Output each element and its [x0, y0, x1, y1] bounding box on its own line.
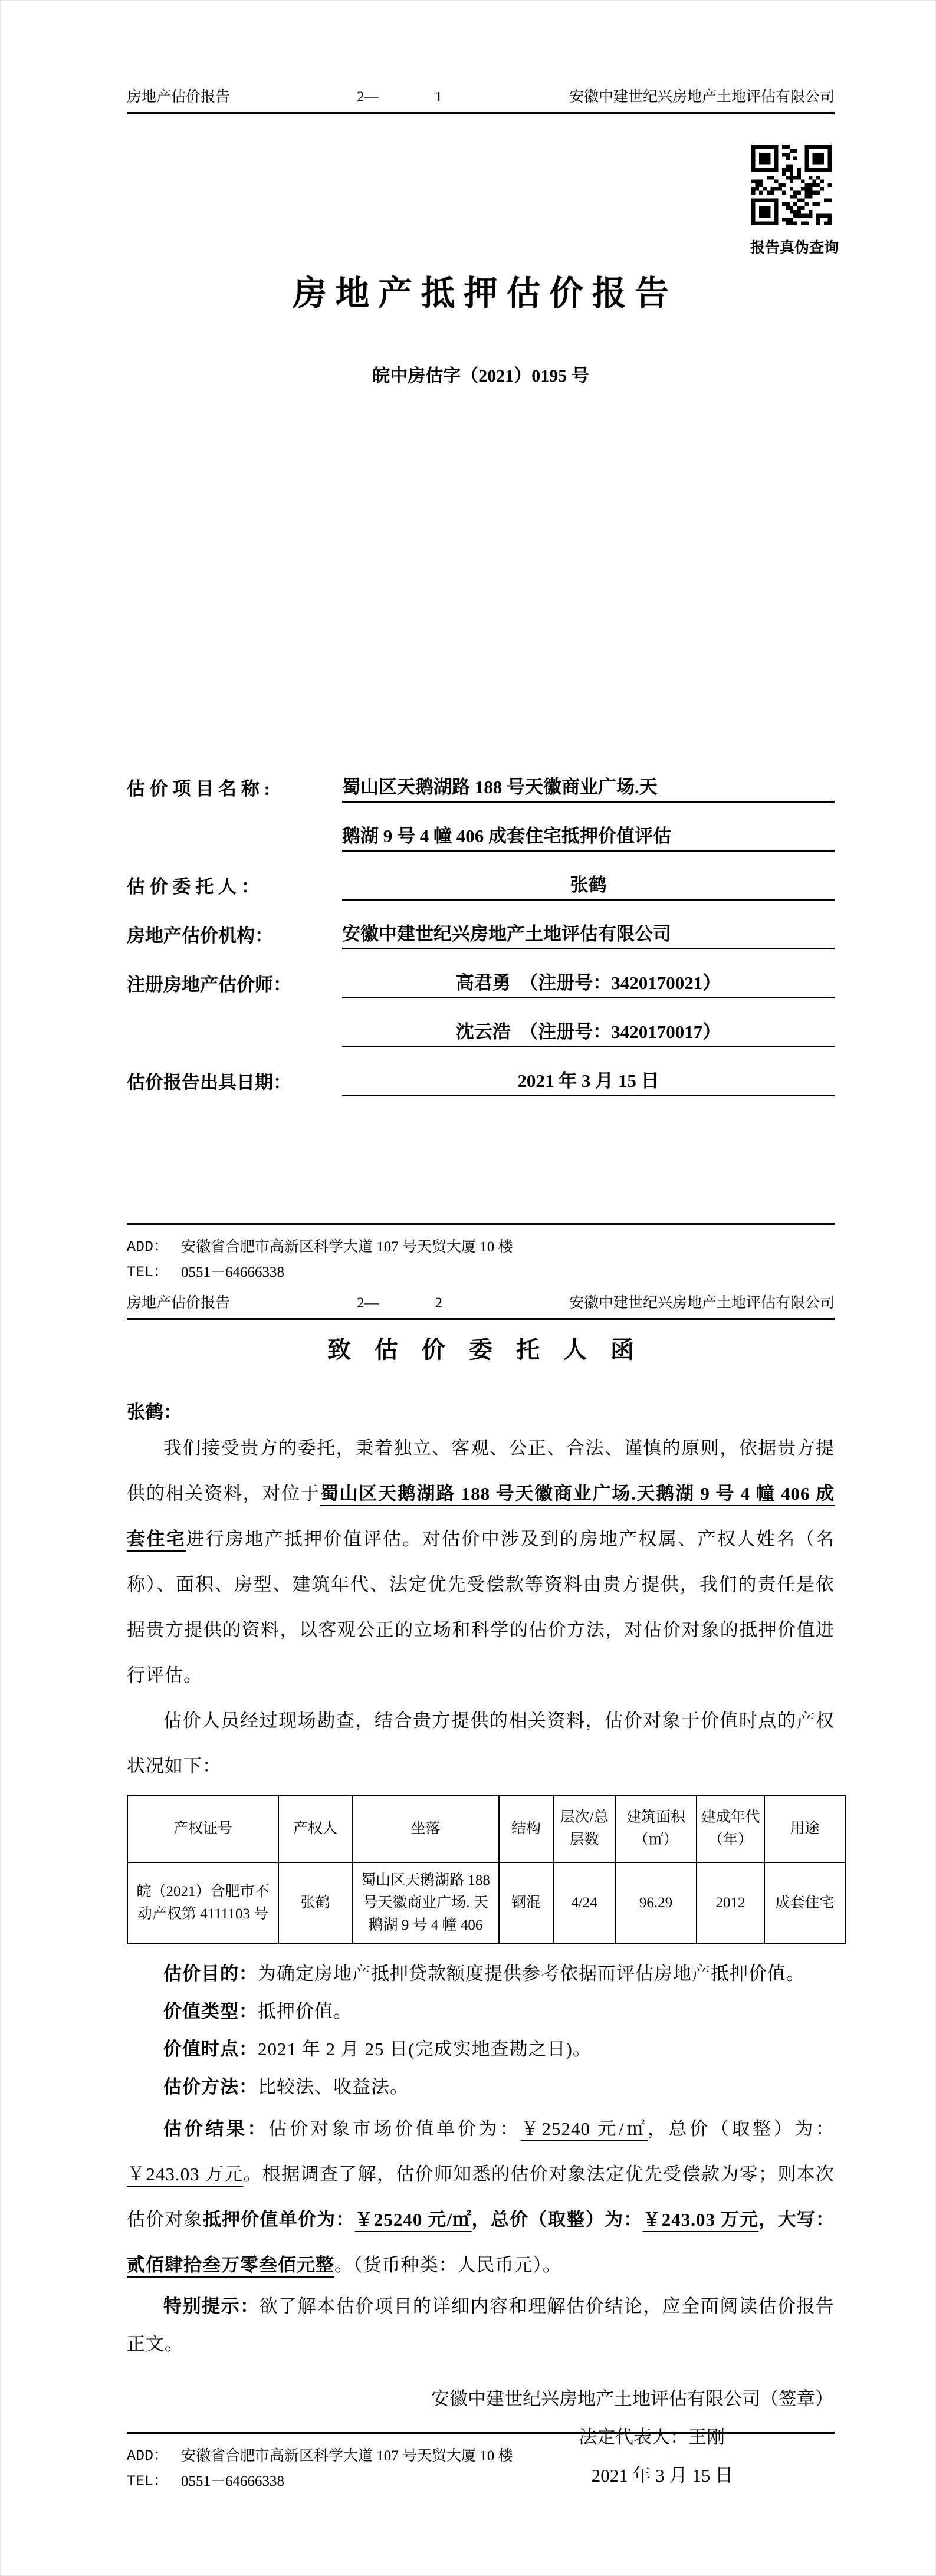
item-result: [127, 2106, 835, 2288]
footer-address-label: ADD：: [127, 1238, 169, 1256]
col-structure: 结构: [499, 1795, 553, 1862]
appraisal-items: [127, 1955, 835, 2363]
result-text: ，总价（取整）为：: [647, 2118, 835, 2139]
footer-address-value: 安徽省合肥市高新区科学大道 107 号天贸大厦 10 楼: [181, 2448, 513, 2464]
field-appraiser-1: [127, 949, 835, 998]
footer-address-value: 安徽省合肥市高新区科学大道 107 号天贸大厦 10 楼: [181, 1239, 513, 1255]
item-label: 特别提示：: [163, 2296, 260, 2317]
col-title-cert-no: 产权证号: [127, 1795, 278, 1862]
cell-cert-no: 皖（2021）合肥市不动产权第 4111103 号: [127, 1862, 278, 1944]
report-title: 房 地 产 抵 押 估 价 报 告: [292, 274, 669, 313]
footer-phone: [127, 2469, 835, 2494]
header-company-name: 安徽中建世纪兴房地产土地评估有限公司: [569, 89, 835, 105]
result-text: 估价对象市场价值单价为：: [268, 2118, 521, 2139]
item-value-date: [127, 2030, 835, 2068]
result-text-bold: 抵押价值单价为：: [202, 2209, 355, 2230]
footer-phone-value: 0551－64666338: [181, 1264, 285, 1280]
page-footer: [127, 2432, 835, 2494]
cell-owner: 张鹤: [278, 1862, 352, 1944]
field-client: [127, 852, 835, 901]
item-notice: [127, 2288, 835, 2363]
header-page-total: 2—: [357, 1295, 379, 1311]
result-text: 。根据调查了解，估价师知悉的估价对象法定优先受偿款为零；则本次估价对象: [127, 2164, 835, 2230]
report-verification-block: [750, 145, 839, 257]
item-text: 欲了解本估价项目的详细内容和理解估价结论，应全面阅读估价报告正文。: [127, 2296, 835, 2354]
page-header: [127, 88, 835, 114]
header-page-indicator: [357, 1294, 442, 1312]
item-method: [127, 2068, 835, 2106]
cell-location: 蜀山区天鹅湖路 188 号天徽商业广场. 天鹅湖 9 号 4 幢 406: [352, 1862, 499, 1944]
cover-fields: [127, 754, 835, 1096]
field-value: 安徽中建世纪兴房地产土地评估有限公司: [342, 919, 835, 949]
result-text-bold: ，总价（取整）为：: [471, 2209, 643, 2230]
field-project-name-line2: [127, 803, 835, 852]
result-text-bold: ，大写：: [758, 2209, 835, 2230]
cell-year-built: 2012: [697, 1862, 764, 1944]
item-label: 价值时点：: [163, 2039, 258, 2059]
item-text: 2021 年 2 月 25 日(完成实地查勘之日)。: [258, 2039, 592, 2059]
subject-property-text: 蜀山区天鹅湖路 188 号天徽商业广场.天鹅湖 9 号 4 幢 406 成套住宅: [127, 1483, 835, 1549]
mortgage-unit-price: ￥25240 元/㎡: [354, 2209, 472, 2230]
field-label: 估 价 委 托 人 ：: [127, 876, 260, 897]
field-value: 张鹤: [342, 870, 835, 901]
result-text: 。（货币种类：人民币元）。: [334, 2255, 561, 2275]
result-unit-price: ￥25240 元/㎡: [520, 2118, 648, 2139]
amount-in-words: 贰佰肆拾叁万零叁佰元整: [127, 2255, 334, 2275]
field-appraiser-2: [127, 998, 835, 1047]
field-agency: [127, 901, 835, 949]
header-page-number: 2: [435, 1295, 442, 1311]
header-page-indicator: [357, 88, 442, 106]
qr-caption: 报告真伪查询: [750, 240, 839, 256]
table-header-row: [127, 1795, 845, 1862]
paragraph-commission: [127, 1425, 835, 1698]
cell-area: 96.29: [615, 1862, 697, 1944]
field-label-spacer: [127, 849, 342, 852]
field-value: 沈云浩 （注册号：3420170017）: [342, 1017, 835, 1047]
signature-company: 安徽中建世纪兴房地产土地评估有限公司（签章）: [431, 2388, 833, 2409]
field-value: 高君勇 （注册号：3420170021）: [342, 968, 835, 998]
field-issue-date: [127, 1047, 835, 1096]
item-label: 估价结果：: [163, 2118, 269, 2139]
footer-phone-label: TEL：: [127, 2473, 169, 2490]
table-row: [127, 1862, 845, 1944]
col-year-built: 建成年代（年）: [697, 1795, 764, 1862]
property-rights-table: [127, 1795, 846, 1944]
field-value: 2021 年 3 月 15 日: [342, 1066, 835, 1096]
field-value: 蜀山区天鹅湖路 188 号天徽商业广场.天: [342, 772, 835, 803]
cell-floor: 4/24: [553, 1862, 615, 1944]
item-text: 比较法、收益法。: [258, 2076, 409, 2097]
field-label: 房地产估价机构：: [127, 925, 273, 946]
item-label: 估价方法：: [163, 2076, 258, 2097]
field-label: 估 价 项 目 名 称 :: [127, 778, 270, 799]
salutation: 张鹤：: [127, 1402, 182, 1422]
col-area: 建筑面积（㎡）: [615, 1795, 697, 1862]
header-doc-type: 房地产估价报告: [127, 1295, 231, 1311]
footer-address: [127, 1234, 835, 1260]
paragraph-survey: 估价人员经过现场勘查，结合贵方提供的相关资料，估价对象于价值时点的产权状况如下：: [127, 1710, 835, 1776]
footer-phone: [127, 1260, 835, 1285]
report-doc-number: 皖中房估字（2021）0195 号: [372, 366, 589, 386]
cell-use: 成套住宅: [764, 1862, 845, 1944]
field-project-name: [127, 754, 835, 803]
col-use: 用途: [764, 1795, 845, 1862]
letter-title: 致 估 价 委 托 人 函: [327, 1336, 634, 1363]
cell-structure: 钢混: [499, 1862, 553, 1944]
signature-legal-rep: 法定代表人：王刚: [579, 2427, 725, 2447]
item-purpose: [127, 1955, 835, 1993]
paragraph-text: 我们接受贵方的委托，秉着独立、客观、公正、合法、谨慎的原则，依据贵方提供的相关资料，对位于: [127, 1438, 835, 1504]
field-value: 鹅湖 9 号 4 幢 406 成套住宅抵押价值评估: [342, 821, 835, 852]
qr-code-icon: [751, 145, 832, 225]
field-label-spacer: [127, 1045, 342, 1047]
field-label: 注册房地产估价师：: [127, 974, 291, 995]
paragraph-text: 进行房地产抵押价值评估。对估价中涉及到的房地产权属、产权人姓名（名称）、面积、房型、建筑年代、法定优先受偿款等资料由贵方提供，我们的责任是依据贵方提供的资料，以客观公正的立场和科学的估价方法，对估价对象的抵押价值进行评估。: [127, 1529, 835, 1685]
header-page-number: 1: [435, 89, 442, 105]
mortgage-total-price: ￥243.03 万元: [642, 2209, 759, 2230]
footer-address: [127, 2443, 835, 2469]
result-total-price: ￥243.03 万元: [127, 2164, 244, 2184]
header-company-name: 安徽中建世纪兴房地产土地评估有限公司: [569, 1295, 835, 1311]
col-owner: 产权人: [278, 1795, 352, 1862]
item-label: 价值类型：: [163, 2001, 258, 2022]
signature-date: 2021 年 3 月 15 日: [591, 2465, 733, 2486]
col-location: 坐落: [352, 1795, 499, 1862]
letter-page: [0, 1289, 936, 2576]
header-page-total: 2—: [357, 89, 379, 105]
item-label: 估价目的：: [163, 1963, 258, 1984]
footer-phone-value: 0551－64666338: [181, 2473, 285, 2489]
item-value-type: [127, 1993, 835, 2030]
page-footer: [127, 1223, 835, 1285]
item-text: 为确定房地产抵押贷款额度提供参考依据而评估房地产抵押价值。: [258, 1963, 805, 1984]
footer-phone-label: TEL：: [127, 1264, 169, 1281]
header-doc-type: 房地产估价报告: [127, 89, 231, 105]
col-floor: 层次/总层数: [553, 1795, 615, 1862]
item-text: 抵押价值。: [258, 2001, 352, 2022]
footer-address-label: ADD：: [127, 2447, 169, 2465]
page-header: [127, 1294, 835, 1320]
field-label: 估价报告出具日期：: [127, 1072, 291, 1093]
